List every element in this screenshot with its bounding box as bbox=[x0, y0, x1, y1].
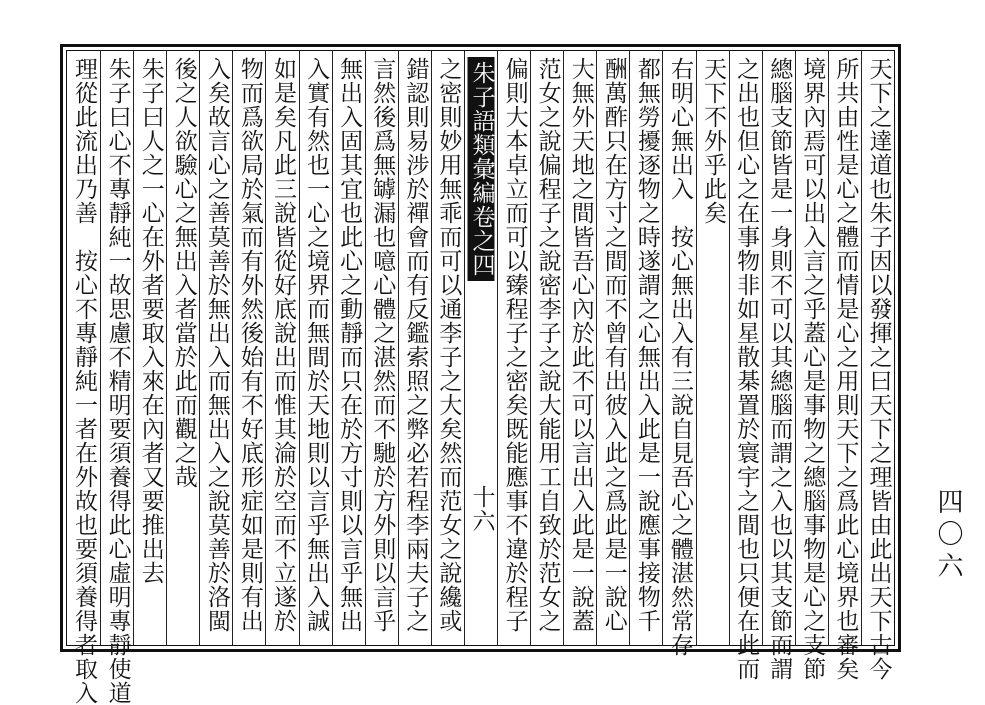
text-column bbox=[563, 51, 596, 645]
text-column bbox=[100, 51, 133, 705]
text-column bbox=[530, 51, 563, 645]
text-column bbox=[133, 51, 166, 645]
column-text: 入矣故言心之善莫善於無出入而無出入之說莫善於洛閩 bbox=[203, 57, 230, 633]
text-column bbox=[596, 51, 629, 645]
text-column bbox=[299, 51, 332, 645]
column-text: 理從此流出乃善 按心不專靜純一者在外故也要須養得者取入 bbox=[71, 57, 98, 705]
column-text: 天下之達道也朱子因以發揮之曰天下之理皆由此出天下古今 bbox=[865, 57, 892, 681]
text-column bbox=[662, 51, 695, 657]
page-number: 四〇六 bbox=[933, 488, 963, 584]
text-column bbox=[497, 51, 530, 645]
column-text: 言然後爲無罅漏也噫心體之湛然而不馳於方外則以言乎 bbox=[369, 57, 396, 633]
column-text: 天下不外乎此矣 bbox=[700, 57, 727, 225]
column-text: 之出也但心之在事物非如星散棊置於寰宇之間也只便在此而 bbox=[733, 57, 760, 681]
text-column bbox=[166, 51, 199, 645]
column-text: 偏則大本卓立而可以臻程子之密矣既能應事不違於程子 bbox=[501, 57, 528, 633]
column-text: 大無外天地之間皆吾心內於此不可以言出入此是一說蓋 bbox=[567, 57, 594, 633]
column-text: 朱子曰人之一心在外者要取入來在內者又要推出去 bbox=[137, 57, 164, 585]
text-column bbox=[199, 51, 232, 645]
column-text: 後之人欲驗心之無出入者當於此而觀之哉 bbox=[170, 57, 197, 489]
banner-column bbox=[464, 51, 497, 645]
text-column bbox=[795, 51, 828, 681]
banner-title: 朱子語類彙編卷之四 bbox=[467, 57, 494, 281]
column-text: 如是矣凡此三說皆從好底說出而惟其淪於空而不立遂於 bbox=[270, 57, 296, 633]
text-column bbox=[398, 51, 431, 645]
column-text: 酬萬酢只在方寸之間而不曾有出彼入此之爲此是一說心 bbox=[600, 57, 627, 633]
text-column bbox=[365, 51, 398, 645]
column-text: 右明心無出入 按心無出入有三說自見吾心之體湛然常存 bbox=[666, 57, 693, 657]
text-column bbox=[431, 51, 464, 645]
column-text: 物而爲欲局於氣而有外然後始有不好底形症如是則有出 bbox=[236, 57, 263, 633]
text-column bbox=[861, 51, 894, 681]
text-column bbox=[232, 51, 265, 645]
column-text: 無出入固其宜也此心之動靜而只在於方寸則以言乎無出 bbox=[336, 57, 363, 633]
text-column bbox=[762, 51, 795, 681]
column-text: 所共由性是心之體而情是心之用則天下之爲此心境界也審矣 bbox=[832, 57, 859, 681]
folio-number: 十六 bbox=[468, 485, 495, 533]
column-text: 境界內焉可以出入言之乎蓋心是事物之總腦事物是心之支節 bbox=[799, 57, 826, 681]
text-column bbox=[265, 51, 298, 645]
text-column bbox=[729, 51, 762, 681]
page-frame bbox=[60, 44, 901, 705]
column-text: 朱子曰心不專靜純一故思慮不精明要須養得此心虛明專靜使道 bbox=[104, 57, 131, 705]
text-column bbox=[629, 51, 662, 645]
column-text: 都無勞擾逐物之時遂謂之心無出入此是一說應事接物千 bbox=[633, 57, 660, 633]
column-text: 總腦支節皆是一身則不可以其總腦而謂之入也以其支節而謂 bbox=[766, 57, 793, 681]
text-column bbox=[67, 51, 100, 705]
text-column bbox=[696, 51, 729, 645]
page-frame-inner bbox=[66, 50, 895, 705]
text-column bbox=[332, 51, 365, 645]
column-text: 錯認則易涉於禪會而有反鑑索照之弊必若程李兩夫子之 bbox=[402, 57, 429, 633]
column-text: 之密則妙用無乖而可以通李子之大矣然而范女之說纔或 bbox=[435, 57, 462, 633]
column-text: 入實有然也一心之境界而無間於天地則以言乎無出入誠 bbox=[303, 57, 330, 633]
column-text: 范女之說偏程子之說密李子之說大能用工自致於范女之 bbox=[534, 57, 561, 633]
text-column bbox=[828, 51, 861, 681]
